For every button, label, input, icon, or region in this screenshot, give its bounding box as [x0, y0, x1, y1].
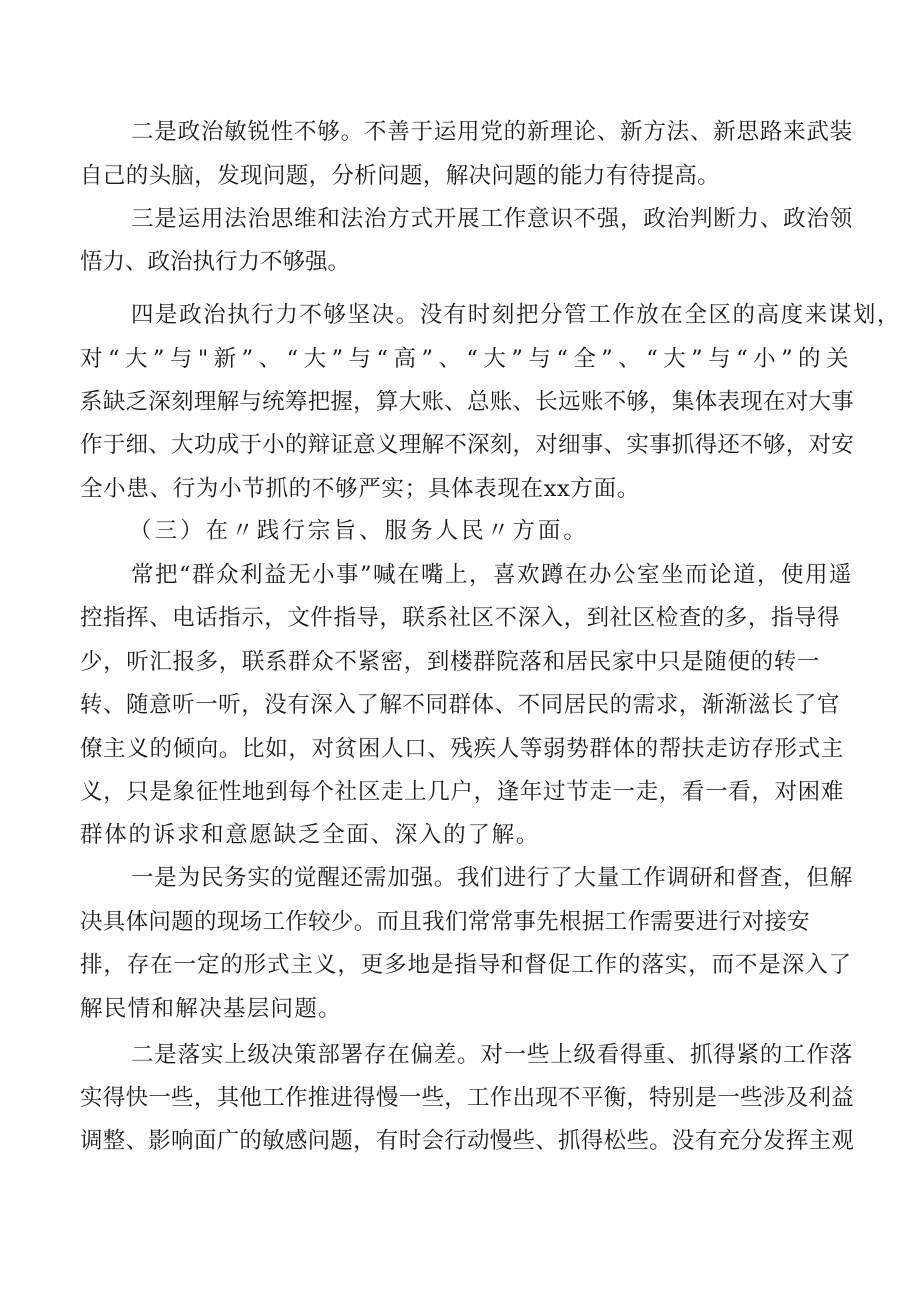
paragraph-line: 解民情和解决基层问题。 [80, 996, 342, 1022]
paragraph-line: 对“大”与"新”、“大”与“高”、“大”与“全”、“大”与“小”的关 [80, 346, 854, 372]
paragraph-line: 全小患、行为小节抓的不够严实；具体表现在xx方面。 [80, 476, 640, 502]
paragraph-line: 控指挥、电话指示，文件指导，联系社区不深入，到社区检查的多，指导得 [80, 605, 840, 631]
paragraph-line: 转、随意听一听，没有深入了解不同群体、不同居民的需求，渐渐滋长了官 [80, 692, 840, 718]
paragraph-line: 自己的头脑，发现问题，分析问题，解决问题的能力有待提高。 [80, 163, 720, 189]
paragraph-line: 三是运用法治思维和法治方式开展工作意识不强，政治判断力、政治领 [131, 206, 853, 232]
paragraph-line: 实得快一些，其他工作推进得慢一些，工作出现不平衡，特别是一些涉及利益 [80, 1085, 854, 1111]
paragraph-line: 调整、影响面广的敏感问题，有时会行动慢些、抓得松些。没有充分发挥主观 [80, 1128, 854, 1154]
paragraph-line: 排，存在一定的形式主义，更多地是指导和督促工作的落实，而不是深入了 [80, 952, 852, 978]
paragraph-line: 义，只是象征性地到每个社区走上几户，逢年过节走一走，看一看，对困难 [80, 779, 844, 805]
paragraph-line: 二是落实上级决策部署存在偏差。对一些上级看得重、抓得紧的工作落 [131, 1042, 853, 1068]
paragraph-line: 决具体问题的现场工作较少。而且我们常常事先根据工作需要进行对接安 [80, 909, 810, 935]
paragraph-line: 僚主义的倾向。比如，对贫困人口、残疾人等弱势群体的帮扶走访存形式主 [80, 736, 844, 762]
section-heading: （三）在〃践行宗旨、服务人民〃方面。 [129, 518, 589, 544]
paragraph-line: 四是政治执行力不够坚决。没有时刻把分管工作放在全区的高度来谋划， [131, 302, 901, 328]
paragraph-line: 一是为民务实的觉醒还需加强。我们进行了大量工作调研和督查，但解 [131, 865, 853, 891]
paragraph-line: 常把“群众利益无小事”喊在嘴上，喜欢蹲在办公室坐而论道，使用遥 [131, 562, 853, 588]
paragraph-line: 系缺乏深刻理解与统筹把握，算大账、总账、长远账不够，集体表现在对大事 [80, 389, 854, 415]
paragraph-line: 少，听汇报多，联系群众不紧密，到楼群院落和居民家中只是随便的转一 [80, 649, 820, 675]
paragraph-line: 二是政治敏锐性不够。不善于运用党的新理论、新方法、新思路来武装 [131, 119, 853, 145]
paragraph-line: 悟力、政治执行力不够强。 [80, 249, 350, 275]
paragraph-line: 群体的诉求和意愿缺乏全面、深入的了解。 [80, 822, 540, 848]
paragraph-line: 作于细、大功成于小的辩证意义理解不深刻，对细事、实事抓得还不够，对安 [80, 432, 854, 458]
